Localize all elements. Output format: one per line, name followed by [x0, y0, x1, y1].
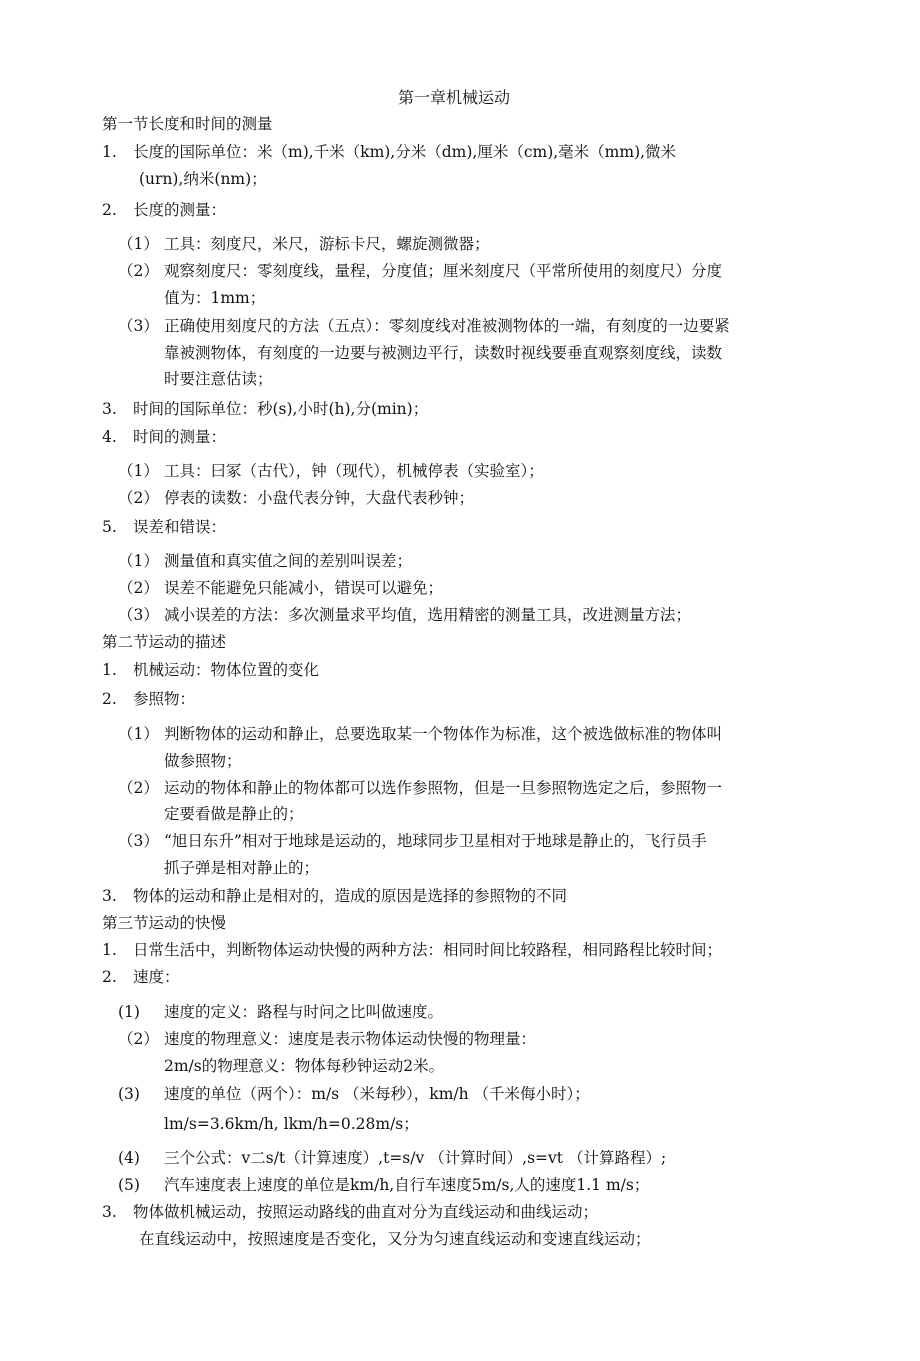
- sub-item-number: （1）: [118, 725, 159, 743]
- list-item-text: 时间的测量：: [133, 428, 227, 446]
- list-number: 5.: [102, 518, 117, 536]
- sub-item-text: 三个公式：v二s/t（计算速度）,t=s/v （计算时间）,s=vt （计算路程）;: [164, 1149, 667, 1167]
- list-item-text: 速度：: [133, 968, 180, 986]
- sub-item-number: （2）: [118, 1030, 159, 1048]
- list-item-text: 时间的国际单位：秒(s),小时(h),分(min)；: [133, 400, 429, 418]
- sub-item-number: (3): [118, 1085, 140, 1103]
- sub-item-text: 速度的定义：路程与时问之比叫做速度。: [164, 1003, 444, 1021]
- list-item-text: 长度的国际单位：米（m),千米（km),分米（dm),厘米（cm),毫米（mm),微米: [133, 143, 677, 161]
- sub-item-text: 工具：曰冢（古代），钟（现代），机械停表（实验室）；: [164, 462, 544, 480]
- list-item-text: 机械运动：物体位置的变化: [133, 661, 320, 679]
- sub-item-number: （1）: [118, 552, 159, 570]
- sub-item-number: （1）: [118, 235, 159, 253]
- list-number: 3.: [102, 887, 117, 905]
- sub-item-continuation: 做参照物；: [164, 752, 242, 770]
- sub-item-text: “旭日东升”相对于地球是运动的，地球同步卫星相对于地球是静止的，飞行员手: [164, 832, 707, 850]
- sub-item-text: 减小误差的方法：多次测量求平均值，选用精密的测量工具，改进测量方法；: [164, 606, 692, 624]
- sub-item-number: （2）: [118, 579, 159, 597]
- sub-item-continuation: 值为：1mm；: [164, 289, 266, 307]
- sub-item-text: 速度的物理意义：速度是表示物体运动快慢的物理量：: [164, 1030, 537, 1048]
- sub-item-text: 判断物体的运动和静止，总要选取某一个物体作为标准，这个被选做标准的物体叫: [164, 725, 723, 743]
- list-item-text: 参照物：: [133, 690, 196, 708]
- list-number: 2.: [102, 201, 117, 219]
- list-item-text: 日常生活中，判断物体运动快慢的两种方法：相同时间比较路程，相同路程比较时间；: [133, 941, 723, 959]
- sub-item-number: (4): [118, 1149, 140, 1167]
- list-item-text: 长度的测量：: [133, 201, 227, 219]
- sub-item-number: （3）: [118, 832, 159, 850]
- sub-item-continuation: lm/s=3.6km/h, lkm/h=0.28m/s；: [164, 1115, 419, 1133]
- list-number: 1.: [102, 941, 117, 959]
- sub-item-number: (1): [118, 1003, 140, 1021]
- list-item-continuation: (urn),纳米(nm)；: [139, 170, 267, 188]
- sub-item-continuation: 2m/s的物理意义：物体每秒钟运动2米。: [164, 1057, 445, 1075]
- list-number: 3.: [102, 1203, 117, 1221]
- section-heading: 第二节运动的描述: [102, 633, 227, 651]
- sub-item-text: 停表的读数：小盘代表分钟，大盘代表秒钟；: [164, 489, 475, 507]
- list-item-continuation: 在直线运动中，按照速度是否变化，又分为匀速直线运动和变速直线运动；: [139, 1230, 651, 1248]
- sub-item-number: （2）: [118, 489, 159, 507]
- sub-item-continuation: 抓子弹是相对静止的；: [164, 859, 320, 877]
- list-number: 1.: [102, 143, 117, 161]
- sub-item-text: 速度的单位（两个）：m/s （米每秒），km/h （千米侮小时）；: [164, 1085, 590, 1103]
- sub-item-number: （2）: [118, 779, 159, 797]
- list-number: 3.: [102, 400, 117, 418]
- section-heading: 第一节长度和时间的测量: [102, 115, 273, 133]
- sub-item-text: 正确使用刻度尺的方法（五点）：零刻度线对准被测物体的一端，有刻度的一边要紧: [164, 317, 730, 335]
- list-item-text: 物体的运动和静止是相对的，造成的原因是选择的参照物的不同: [133, 887, 568, 905]
- sub-item-number: （1）: [118, 462, 159, 480]
- sub-item-text: 工具：刻度尺，米尺，游标卡尺，螺旋测微器；: [164, 235, 490, 253]
- list-item-text: 物体做机械运动，按照运动路线的曲直对分为直线运动和曲线运动；: [133, 1203, 599, 1221]
- sub-item-number: （3）: [118, 317, 159, 335]
- sub-item-number: （3）: [118, 606, 159, 624]
- sub-item-text: 运动的物体和静止的物体都可以选作参照物，但是一旦参照物选定之后，参照物一: [164, 779, 723, 797]
- sub-item-continuation: 靠被测物体，有刻度的一边要与被测边平行，读数时视线要垂直观察刻度线，读数: [164, 344, 723, 362]
- list-number: 4.: [102, 428, 117, 446]
- sub-item-number: (5): [118, 1176, 140, 1194]
- sub-item-text: 测量值和真实值之间的差别叫误差；: [164, 552, 413, 570]
- document-title: 第一章机械运动: [398, 88, 511, 107]
- section-heading: 第三节运动的快慢: [102, 914, 227, 932]
- sub-item-text: 误差不能避免只能减小，错误可以避免；: [164, 579, 444, 597]
- list-number: 2.: [102, 690, 117, 708]
- list-item-text: 误差和错误：: [133, 518, 227, 536]
- sub-item-continuation: 定要看做是静止的；: [164, 805, 304, 823]
- sub-item-text: 观察刻度尺：零刻度线，量程，分度值；厘米刻度尺（平常所使用的刻度尺）分度: [164, 262, 723, 280]
- list-number: 1.: [102, 661, 117, 679]
- list-number: 2.: [102, 968, 117, 986]
- sub-item-text: 汽车速度表上速度的单位是km/h,自行车速度5m/s,人的速度1.1 m/s；: [164, 1176, 650, 1194]
- sub-item-continuation: 时要注意估读；: [164, 370, 273, 388]
- sub-item-number: （2）: [118, 262, 159, 280]
